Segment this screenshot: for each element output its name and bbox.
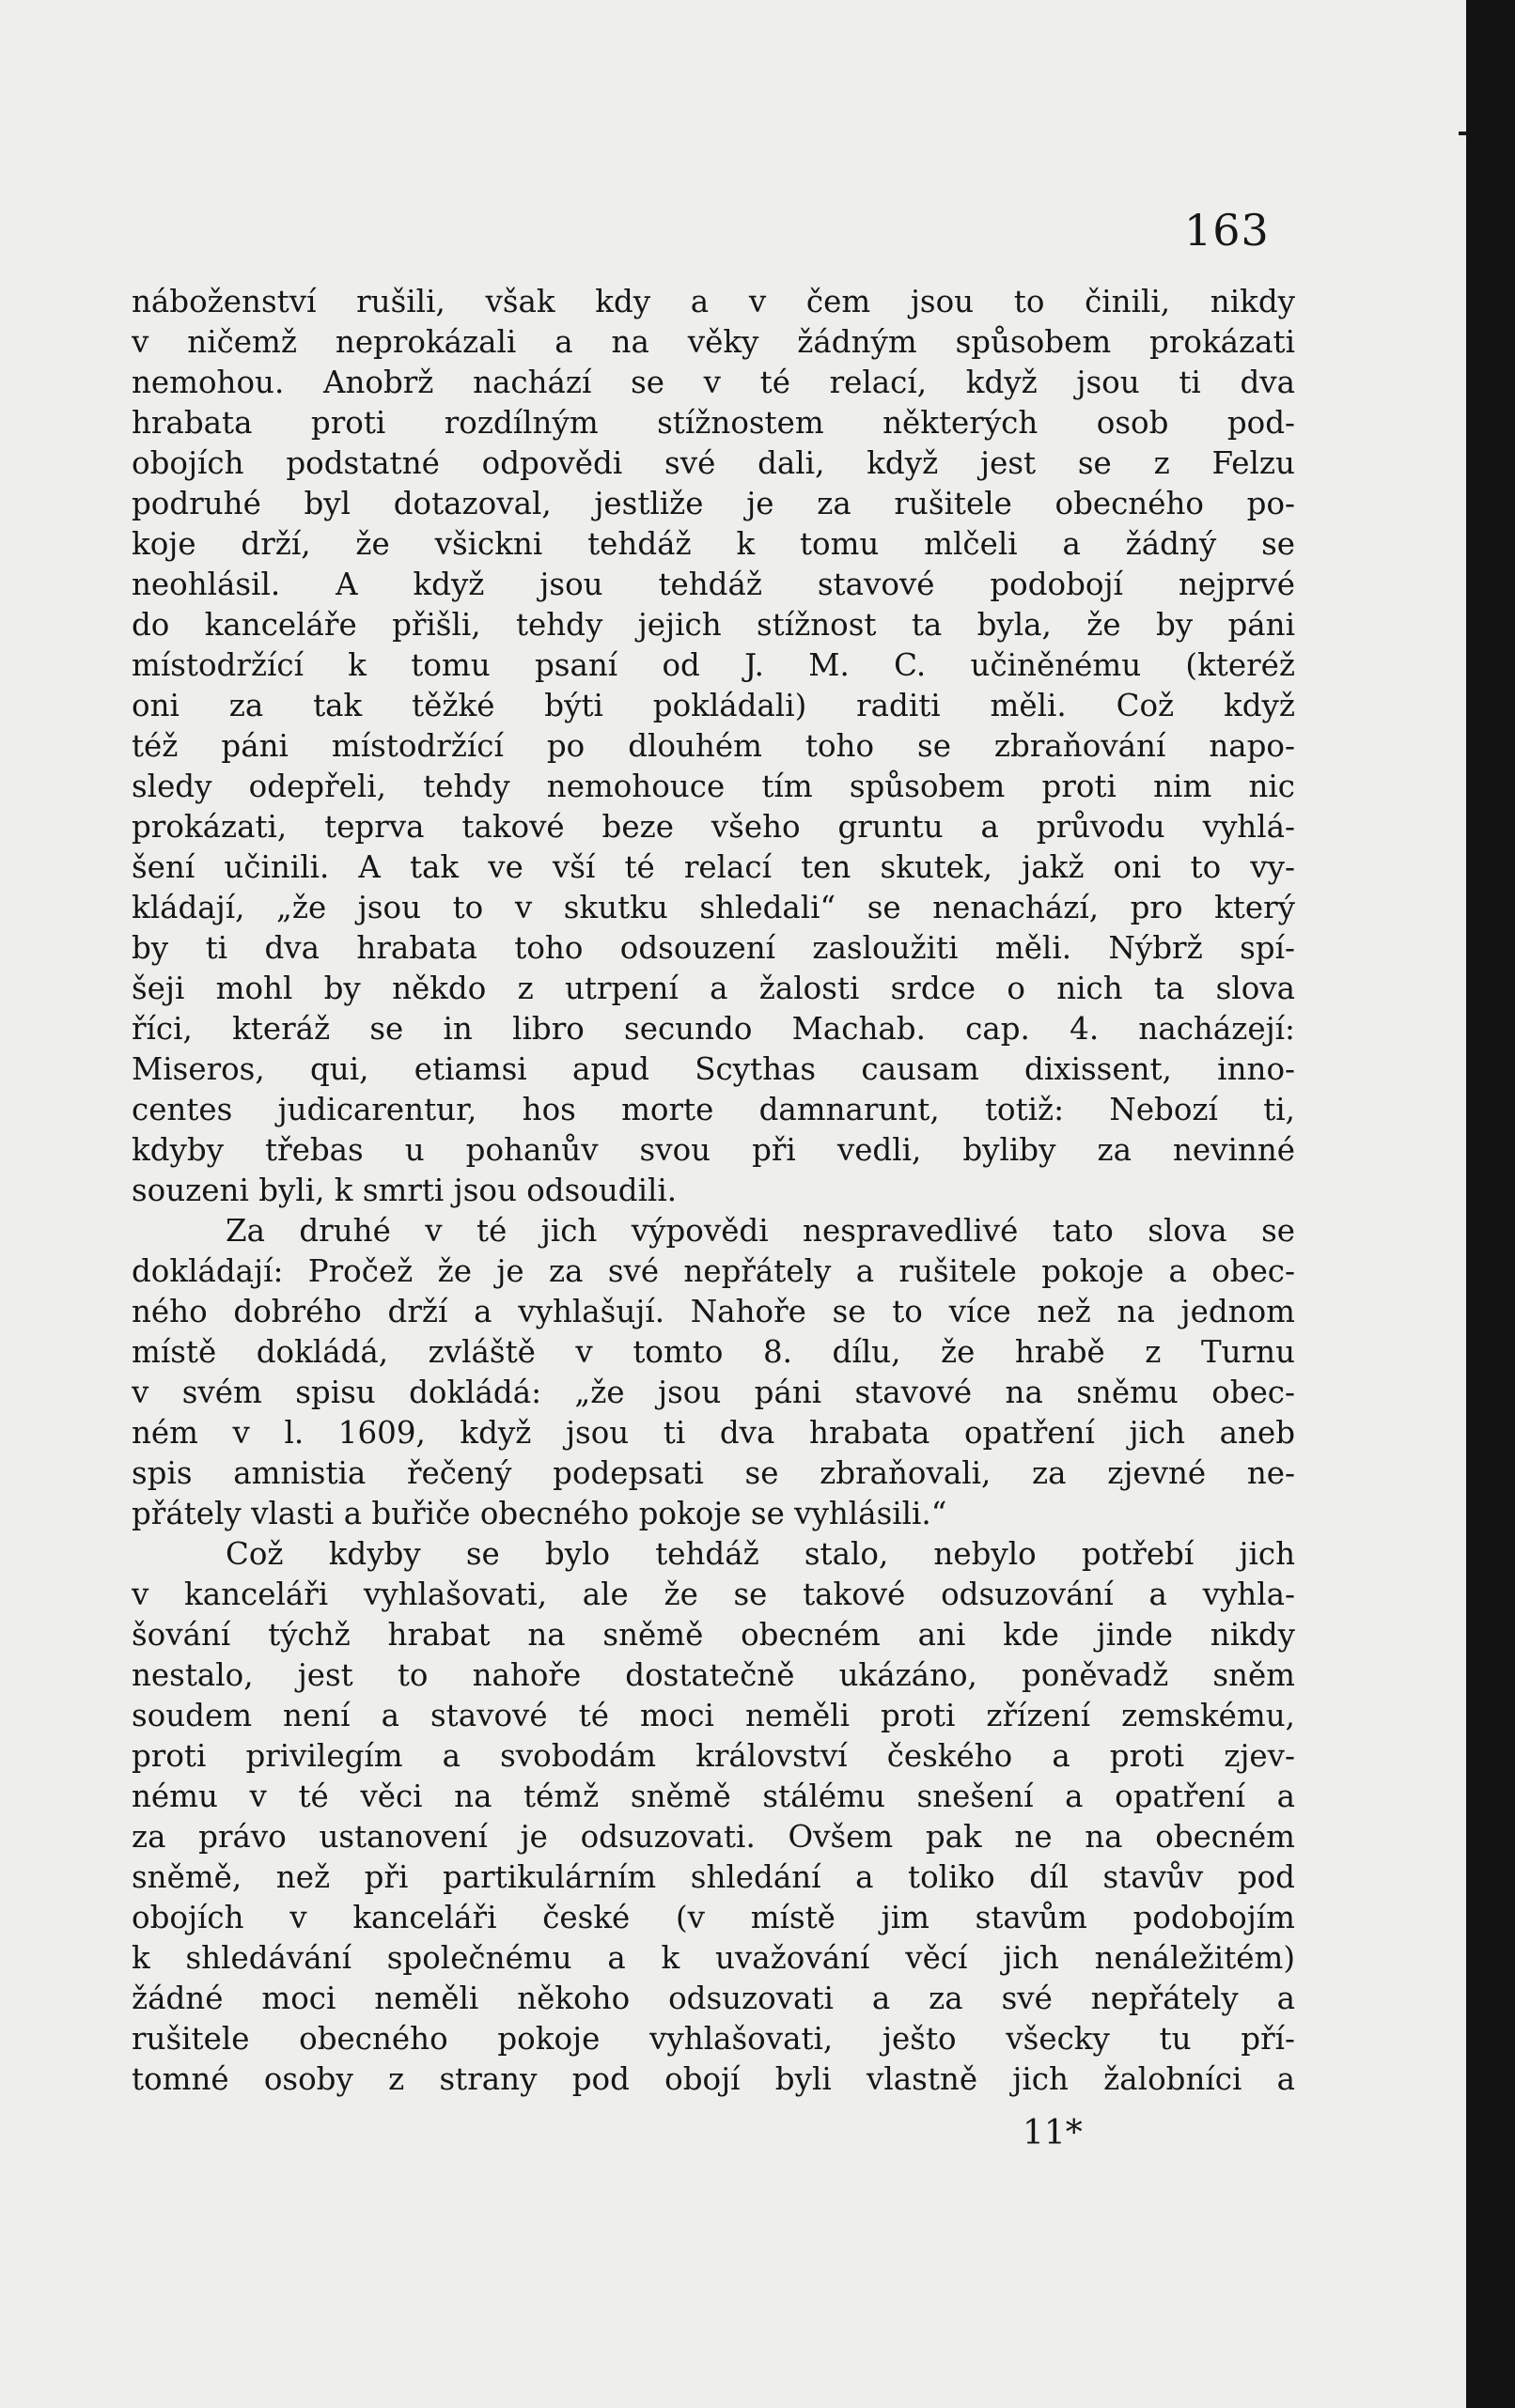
text-line: by ti dva hrabata toho odsouzení zasloužiti měli. Nýbrž spí- bbox=[132, 930, 1295, 966]
text-line: tomné osoby z strany pod obojí byli vlastně jich žalobníci a bbox=[132, 2061, 1295, 2097]
text-line: oni za tak těžké býti pokládali) raditi měli. Což když bbox=[132, 688, 1295, 723]
text-line: kládají, „že jsou to v skutku shledali“ se nenachází, pro který bbox=[132, 890, 1295, 925]
text-line: dokládají: Pročež že je za své nepřátely a rušitele pokoje a obec- bbox=[132, 1253, 1295, 1289]
text-line: v ničemž neprokázali a na věky žádným spůsobem prokázati bbox=[132, 324, 1295, 360]
text-line: nemohou. Anobrž nachází se v té relací, když jsou ti dva bbox=[132, 365, 1295, 400]
scan-edge-mark bbox=[1459, 132, 1466, 135]
text-line: souzeni byli, k smrti jsou odsoudili. bbox=[132, 1173, 678, 1208]
text-line: říci, kteráž se in libro secundo Machab. cap. 4. nacházejí: bbox=[132, 1011, 1295, 1047]
text-line: šeji mohl by někdo z utrpení a žalosti srdce o nich ta slova bbox=[132, 971, 1295, 1006]
text-line: v svém spisu dokládá: „že jsou páni stavové na sněmu obec- bbox=[132, 1375, 1295, 1410]
text-line: k shledávání společnému a k uvažování věcí jich nenáležitém) bbox=[132, 1940, 1295, 1976]
text-line: místodržící k tomu psaní od J. M. C. učiněnému (kteréž bbox=[132, 647, 1295, 683]
body-text bbox=[132, 282, 1295, 2100]
paragraph-start-line: Což kdyby se bylo tehdáž stalo, nebylo potřebí jich bbox=[226, 1536, 1295, 1572]
text-line: sledy odepřeli, tehdy nemohouce tím spůsobem proti nim nic bbox=[132, 769, 1295, 804]
text-line: šení učinili. A tak ve vší té relací ten skutek, jakž oni to vy- bbox=[132, 849, 1295, 885]
text-line: centes judicarentur, hos morte damnarunt, totiž: Nebozí ti, bbox=[132, 1092, 1295, 1127]
text-line: soudem není a stavové té moci neměli proti zřízení zemskému, bbox=[132, 1698, 1295, 1733]
text-line: sněmě, než při partikulárním shledání a toliko díl stavův pod bbox=[132, 1859, 1295, 1895]
text-line: neohlásil. A když jsou tehdáž stavové podobojí nejprvé bbox=[132, 567, 1295, 602]
text-line: nému v té věci na témž sněmě stálému snešení a opatření a bbox=[132, 1779, 1295, 1814]
text-line: podruhé byl dotazoval, jestliže je za rušitele obecného po- bbox=[132, 486, 1295, 521]
text-line: proti privilegím a svobodám království českého a proti zjev- bbox=[132, 1738, 1295, 1774]
text-line: žádné moci neměli někoho odsuzovati a za své nepřátely a bbox=[132, 1981, 1295, 2016]
signature-mark: 11* bbox=[1023, 2114, 1083, 2152]
text-line: šování týchž hrabat na sněmě obecném ani kde jinde nikdy bbox=[132, 1617, 1295, 1653]
text-line: spis amnistia řečený podepsati se zbraňovali, za zjevné ne- bbox=[132, 1455, 1295, 1491]
text-line: místě dokládá, zvláště v tomto 8. dílu, že hrabě z Turnu bbox=[132, 1334, 1295, 1370]
text-line: náboženství rušili, však kdy a v čem jsou to činili, nikdy bbox=[132, 284, 1295, 319]
text-line: kdyby třebas u pohanův svou při vedli, byliby za nevinné bbox=[132, 1132, 1295, 1168]
text-line: rušitele obecného pokoje vyhlašovati, ješto všecky tu pří- bbox=[132, 2021, 1295, 2057]
text-line: též páni místodržící po dlouhém toho se zbraňování napo- bbox=[132, 728, 1295, 764]
text-line: za právo ustanovení je odsuzovati. Ovšem pak ne na obecném bbox=[132, 1819, 1295, 1855]
paragraph-start-line: Za druhé v té jich výpovědi nespravedlivé tato slova se bbox=[226, 1213, 1295, 1249]
text-line: koje drží, že všickni tehdáž k tomu mlčeli a žádný se bbox=[132, 526, 1295, 562]
text-line: nestalo, jest to nahoře dostatečně ukázáno, poněvadž sněm bbox=[132, 1657, 1295, 1693]
text-line: ném v l. 1609, když jsou ti dva hrabata opatření jich aneb bbox=[132, 1415, 1295, 1451]
text-line: obojích podstatné odpovědi své dali, když jest se z Felzu bbox=[132, 445, 1295, 481]
text-line: obojích v kanceláři české (v místě jim stavům podobojím bbox=[132, 1900, 1295, 1935]
text-line: prokázati, teprva takové beze všeho gruntu a průvodu vyhlá- bbox=[132, 809, 1295, 845]
text-line: do kanceláře přišli, tehdy jejich stížnost ta byla, že by páni bbox=[132, 607, 1295, 643]
page-number: 163 bbox=[1184, 205, 1270, 256]
scan-border bbox=[1466, 0, 1515, 2408]
text-line: Miseros, qui, etiamsi apud Scythas causam dixissent, inno- bbox=[132, 1051, 1295, 1087]
text-line: v kanceláři vyhlašovati, ale že se takové odsuzování a vyhla- bbox=[132, 1577, 1295, 1612]
text-line: hrabata proti rozdílným stížnostem některých osob pod- bbox=[132, 405, 1295, 441]
text-line: ného dobrého drží a vyhlašují. Nahoře se to více než na jednom bbox=[132, 1294, 1295, 1329]
text-line: přátely vlasti a buřiče obecného pokoje se vyhlásili.“ bbox=[132, 1496, 947, 1531]
